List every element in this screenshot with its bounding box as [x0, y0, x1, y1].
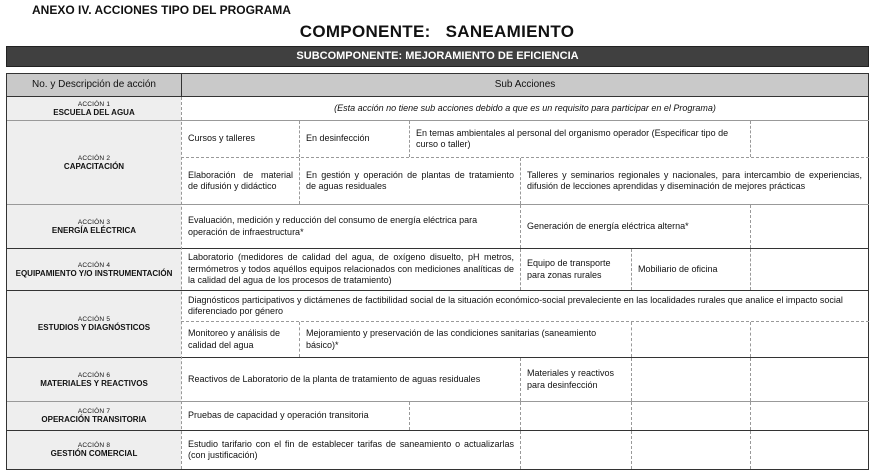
cell-divider [750, 358, 751, 401]
action-1-note: (Esta acción no tiene sub acciones debido a que es un requisito para participar en el Programa) [334, 102, 716, 113]
action-number: ACCIÓN 5 [77, 316, 111, 323]
sub-action: Talleres y seminarios regionales y nacionales, para intercambio de experiencias, difusión de lecciones aprendidas y diseminación de mejores prácticas [527, 169, 862, 191]
sub-action: Materiales y reactivos para desinfección [527, 368, 615, 390]
action-label-4 [7, 249, 181, 290]
subcomponent-banner: SUBCOMPONENTE: MEJORAMIENTO DE EFICIENCIA [6, 46, 869, 67]
sub-action: Monitoreo y análisis de calidad del agua [188, 328, 281, 350]
action-number: ACCIÓN 6 [77, 371, 111, 379]
action-title: CAPACITACIÓN [63, 161, 125, 171]
action-title: EQUIPAMIENTO Y/O INSTRUMENTACIÓN [15, 268, 173, 278]
sub-action: Evaluación, medición y reducción del consumo de energía eléctrica para operación de infraestructura* [188, 215, 478, 237]
sub-action: Laboratorio (medidores de calidad del agua, de oxígeno disuelto, pH metros, termómetros y todos aquéllos equipos relacionados con mediciones analíticas de la calidad del agua de los procesos de tratamiento) [188, 252, 514, 286]
sub-action: En desinfección [306, 133, 370, 144]
action-title: ESCUELA DEL AGUA [53, 107, 135, 117]
action-number: ACCIÓN 3 [77, 218, 111, 226]
cell-divider [750, 121, 751, 157]
action-number: ACCIÓN 8 [77, 442, 111, 449]
action-title: GESTIÓN COMERCIAL [50, 449, 138, 458]
sub-action: Mejoramiento y preservación de las condiciones sanitarias (saneamiento básico)* [306, 328, 597, 350]
sub-action: Pruebas de capacidad y operación transitoria [188, 410, 369, 421]
action-label-7 [7, 402, 181, 430]
action-label-1 [7, 97, 181, 120]
row-separator [7, 401, 869, 402]
action-label-8 [7, 431, 181, 469]
sub-action: Estudio tarifario con el fin de establecer tarifas de saneamiento o actualizarlas (con justificación) [188, 438, 514, 460]
header-sub-actions: Sub Acciones [182, 74, 868, 96]
action-label-2 [7, 121, 181, 204]
cell-divider [631, 402, 632, 430]
action-title: OPERACIÓN TRANSITORIA [41, 415, 147, 424]
action-title: MATERIALES Y REACTIVOS [40, 378, 148, 388]
action-title: ESTUDIOS Y DIAGNÓSTICOS [37, 323, 151, 332]
action-number: ACCIÓN 7 [77, 408, 111, 415]
action-number: ACCIÓN 2 [77, 154, 111, 162]
component-title: COMPONENTE: SANEAMIENTO [299, 22, 575, 41]
action-number: ACCIÓN 1 [77, 100, 111, 108]
cell-divider [750, 205, 751, 248]
cell-divider [520, 431, 521, 469]
sub-action: Generación de energía eléctrica alterna* [527, 220, 689, 231]
sub-action: En temas ambientales al personal del organismo operador (Especificar tipo de curso o taller) [416, 127, 729, 149]
cell-divider [631, 431, 632, 469]
sub-action: En gestión y operación de plantas de tratamiento de aguas residuales [306, 169, 514, 191]
sub-action: Equipo de transporte para zonas rurales [527, 258, 611, 280]
cell-divider [631, 322, 632, 357]
sub-action: Elaboración de material de difusión y didáctico [188, 169, 293, 191]
cell-divider [750, 249, 751, 290]
action-title: ENERGÍA ELÉCTRICA [51, 225, 137, 235]
cell-divider [409, 402, 410, 430]
cell-divider [750, 322, 751, 357]
action-label-5 [7, 291, 181, 357]
cell-divider [750, 402, 751, 430]
header-divider [181, 74, 182, 96]
cell-divider [750, 431, 751, 469]
action-number: ACCIÓN 4 [77, 261, 111, 269]
sub-action: Cursos y talleres [188, 133, 256, 144]
sub-action: Diagnósticos participativos y dictámenes de factibilidad social de la situación económico-social prevaleciente en las localidades rurales que analice el impacto social diferenciado por género [188, 294, 843, 316]
action-label-6 [7, 358, 181, 401]
cell-divider [520, 402, 521, 430]
sub-action: Mobiliario de oficina [638, 263, 718, 274]
action-label-3 [7, 205, 181, 248]
cell-divider [631, 358, 632, 401]
annex-title: ANEXO IV. ACCIONES TIPO DEL PROGRAMA [32, 3, 291, 17]
header-action-description: No. y Descripción de acción [7, 74, 181, 96]
sub-action: Reactivos de Laboratorio de la planta de tratamiento de aguas residuales [188, 373, 481, 384]
